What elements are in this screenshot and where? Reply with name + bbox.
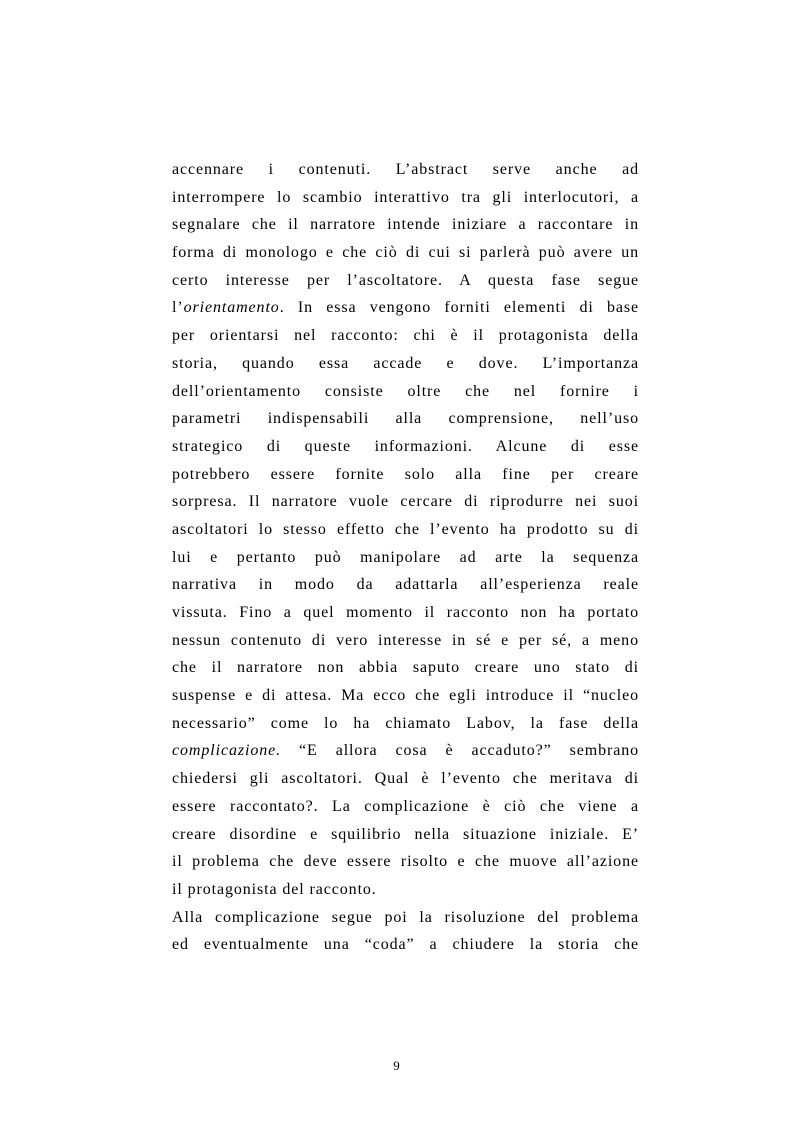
text-line bbox=[172, 793, 639, 821]
text-run: essere raccontato?. La complicazione è ciò che viene a bbox=[172, 797, 639, 815]
italic-term: orientamento bbox=[183, 299, 280, 317]
text-line bbox=[172, 765, 639, 793]
text-line bbox=[172, 156, 639, 184]
text-run: creare disordine e squilibrio nella situazione iniziale. E’ bbox=[172, 825, 639, 843]
text-line bbox=[172, 378, 639, 406]
text-line bbox=[172, 627, 639, 655]
text-run: Alla complicazione segue poi la risoluzione del problema bbox=[172, 908, 639, 926]
text-run: forma di monologo e che ciò di cui si parlerà può avere un bbox=[172, 244, 639, 262]
text-line bbox=[172, 488, 639, 516]
text-line bbox=[172, 267, 639, 295]
text-run: nessun contenuto di vero interesse in sé e per sé, a meno bbox=[172, 631, 639, 649]
text-line bbox=[172, 848, 639, 876]
text-run: parametri indispensabili alla comprensione, nell’uso bbox=[172, 410, 639, 428]
text-line bbox=[172, 544, 639, 572]
body-text bbox=[172, 156, 639, 959]
page-number: 9 bbox=[393, 1058, 400, 1073]
text-run: strategico di queste informazioni. Alcune di esse bbox=[172, 437, 639, 455]
text-run: ascoltatori lo stesso effetto che l’evento ha prodotto su di bbox=[172, 520, 639, 538]
text-line bbox=[172, 405, 639, 433]
text-run: vissuta. Fino a quel momento il racconto non ha portato bbox=[172, 604, 639, 621]
text-run: l’ bbox=[172, 299, 184, 317]
text-line bbox=[172, 461, 639, 489]
text-run: potrebbero essere fornite solo alla fine per creare bbox=[172, 465, 639, 483]
text-run: accennare i contenuti. L’abstract serve anche ad bbox=[172, 161, 639, 178]
text-run: dell’orientamento consiste oltre che nel fornire i bbox=[172, 382, 639, 400]
text-run: “E allora cosa è accaduto?” sembrano bbox=[281, 742, 639, 760]
text-line bbox=[172, 294, 639, 322]
text-line bbox=[172, 710, 639, 738]
text-run: suspense e di attesa. Ma ecco che egli introduce il “nucleo bbox=[172, 687, 639, 705]
text-line bbox=[172, 350, 639, 378]
text-line bbox=[172, 433, 639, 461]
text-line bbox=[172, 599, 639, 627]
text-line bbox=[172, 239, 639, 267]
italic-term: complicazione. bbox=[172, 742, 282, 760]
text-line bbox=[172, 571, 639, 599]
text-line bbox=[172, 211, 639, 239]
text-run: il protagonista del racconto. bbox=[172, 880, 377, 898]
text-line bbox=[172, 682, 639, 710]
text-line bbox=[172, 737, 639, 765]
text-run: segnalare che il narratore intende iniziare a raccontare in bbox=[172, 216, 639, 234]
text-line bbox=[172, 821, 639, 849]
text-run: che il narratore non abbia saputo creare uno stato di bbox=[172, 659, 639, 677]
text-line bbox=[172, 904, 639, 932]
text-line bbox=[172, 184, 639, 212]
text-run: storia, quando essa accade e dove. L’importanza bbox=[172, 354, 639, 372]
text-run: certo interesse per l’ascoltatore. A questa fase segue bbox=[172, 271, 639, 289]
text-run: chiedersi gli ascoltatori. Qual è l’evento che meritava di bbox=[172, 770, 639, 788]
text-run: . In essa vengono forniti elementi di base bbox=[279, 299, 639, 317]
text-run: il problema che deve essere risolto e che muove all’azione bbox=[172, 853, 639, 871]
text-run: interrompere lo scambio interattivo tra gli interlocutori, a bbox=[172, 188, 639, 206]
text-line bbox=[172, 876, 639, 904]
text-run: narrativa in modo da adattarla all’esperienza reale bbox=[172, 576, 639, 594]
text-run: necessario” come lo ha chiamato Labov, la fase della bbox=[172, 714, 639, 732]
text-line bbox=[172, 516, 639, 544]
text-run: lui e pertanto può manipolare ad arte la sequenza bbox=[172, 548, 639, 566]
text-line bbox=[172, 931, 639, 959]
text-run: sorpresa. Il narratore vuole cercare di riprodurre nei suoi bbox=[172, 493, 639, 511]
text-run: per orientarsi nel racconto: chi è il protagonista della bbox=[172, 327, 639, 345]
text-line bbox=[172, 654, 639, 682]
text-run: ed eventualmente una “coda” a chiudere la storia che bbox=[172, 936, 639, 954]
text-line bbox=[172, 322, 639, 350]
